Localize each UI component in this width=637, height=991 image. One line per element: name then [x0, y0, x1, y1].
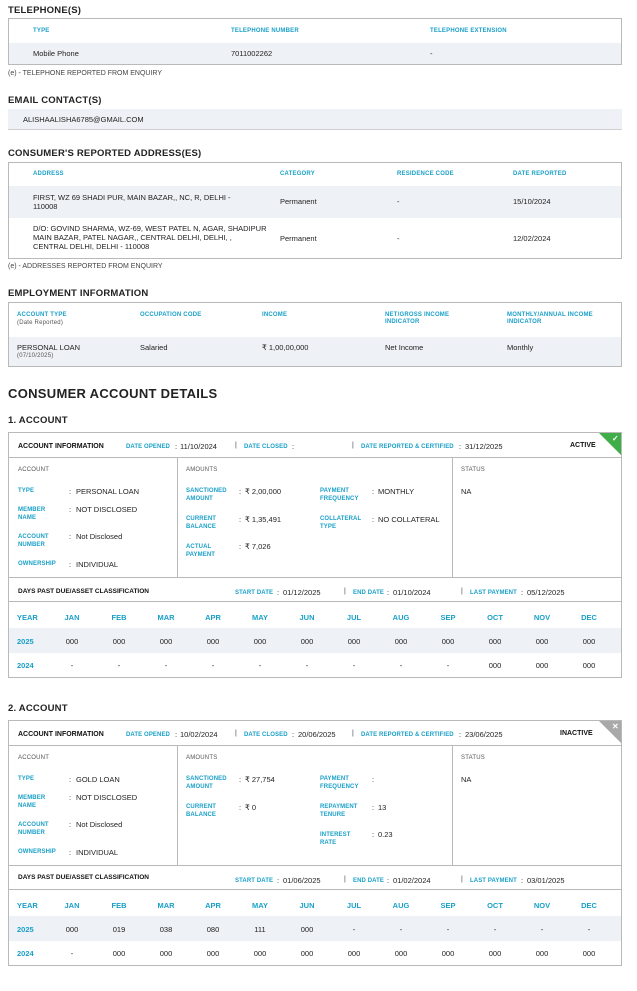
emails-title: EMAIL CONTACT(S) — [8, 95, 102, 106]
col-telephone-extension: TELEPHONE EXTENSION — [430, 28, 507, 34]
dpd-cell: 000 — [488, 661, 502, 670]
date-closed-label: DATE CLOSED — [244, 444, 288, 450]
account-number-value: Not Disclosed — [76, 532, 123, 541]
amounts-section-label: AMOUNTS — [186, 755, 218, 761]
account-number-value: Not Disclosed — [76, 820, 123, 829]
address-2: D/O: GOVIND SHARMA, WZ-69, WEST PATEL N, AGAR, SHADIPUR MAIN BAZAR, PATEL NAGAR,, CENTRAL DELHI, DELHI, , CENTRAL DELHI, DELHI - 110008 — [33, 224, 267, 251]
telephones-note: (e) - TELEPHONE REPORTED FROM ENQUIRY — [8, 70, 163, 77]
sanctioned-amount-colon: : — [239, 487, 242, 496]
type-colon: : — [69, 775, 72, 784]
type-label: TYPE — [18, 776, 35, 782]
employment-type: PERSONAL LOAN — [17, 343, 81, 352]
dpd-cell: 000 — [441, 637, 455, 646]
account-section-label: ACCOUNT — [18, 467, 50, 473]
dpd-cell: 000 — [488, 637, 502, 646]
ownership-label: OWNERSHIP — [18, 849, 56, 855]
dpd-cell: 000 — [535, 949, 549, 958]
date-opened-value: 10/02/2024 — [180, 730, 218, 739]
end-date-colon: : — [387, 876, 390, 885]
account-1-card — [8, 432, 622, 678]
account-section-label: ACCOUNT — [18, 755, 50, 761]
dpd-cell: - — [258, 661, 262, 670]
account-number-colon: : — [69, 820, 72, 829]
date-opened-label: DATE OPENED — [126, 732, 170, 738]
payment-frequency-label: PAYMENT FREQUENCY — [320, 776, 359, 790]
dpd-year: 2025 — [17, 925, 34, 934]
employment-date: (07/10/2025) — [17, 353, 54, 359]
address-1-residence: - — [397, 197, 400, 206]
col-residence-code: RESIDENCE CODE — [397, 171, 454, 177]
dpd-cell: 000 — [65, 637, 79, 646]
account-1-heading: 1. ACCOUNT — [8, 415, 68, 426]
end-date-label: END DATE — [353, 590, 385, 596]
month-header-feb: FEB — [111, 901, 127, 910]
date-opened-value: 11/10/2024 — [180, 442, 217, 451]
dpd-cell: - — [446, 925, 450, 934]
date-reported-label: DATE REPORTED & CERTIFIED — [361, 444, 454, 450]
divider: | — [344, 876, 346, 883]
month-header-jan: JAN — [64, 613, 80, 622]
address-2-residence: - — [397, 234, 400, 243]
month-header-nov: NOV — [533, 613, 551, 622]
dpd-cell: 000 — [253, 637, 267, 646]
col-account-type: ACCOUNT TYPE — [17, 312, 67, 318]
month-header-jul: JUL — [346, 901, 362, 910]
month-header-may: MAY — [252, 613, 268, 622]
month-header-mar: MAR — [157, 613, 175, 622]
last-payment-colon: : — [521, 876, 524, 885]
check-icon: ✓ — [612, 434, 619, 443]
date-closed-value: 20/06/2025 — [298, 730, 336, 739]
start-date-value: 01/06/2025 — [283, 876, 321, 885]
date-opened-label: DATE OPENED — [126, 444, 170, 450]
date-opened-colon: : — [175, 730, 178, 739]
month-header-sep: SEP — [440, 901, 456, 910]
repayment-tenure-label: REPAYMENT TENURE — [320, 804, 358, 818]
start-date-value: 01/12/2025 — [283, 588, 321, 597]
sanctioned-amount-label: SANCTIONED AMOUNT — [186, 776, 227, 790]
ownership-colon: : — [69, 848, 72, 857]
date-closed-colon: : — [292, 442, 295, 451]
end-date-value: 01/02/2024 — [393, 876, 431, 885]
ownership-label: OWNERSHIP — [18, 561, 56, 567]
current-balance-value: ₹ 1,35,491 — [245, 515, 282, 524]
current-balance-colon: : — [239, 803, 242, 812]
month-header-nov: NOV — [533, 901, 551, 910]
current-balance-value: ₹ 0 — [245, 803, 257, 812]
dpd-year: 2024 — [17, 949, 34, 958]
dpd-cell: - — [352, 925, 356, 934]
addresses-note: (e) - ADDRESSES REPORTED FROM ENQUIRY — [8, 263, 163, 270]
account-info-label: ACCOUNT INFORMATION — [18, 731, 104, 738]
dpd-cell: - — [446, 661, 450, 670]
current-balance-colon: : — [239, 515, 242, 524]
col-net-gross: NET/GROSS INCOME INDICATOR — [385, 312, 450, 325]
month-header-oct: OCT — [487, 613, 503, 622]
date-reported-label: DATE REPORTED & CERTIFIED — [361, 732, 454, 738]
payment-frequency-label: PAYMENT FREQUENCY — [320, 488, 359, 502]
collateral-type-value: NO COLLATERAL — [378, 515, 440, 524]
payment-frequency-value: MONTHLY — [378, 487, 415, 496]
last-payment-value: 03/01/2025 — [527, 876, 565, 885]
dpd-cell: - — [352, 661, 356, 670]
dpd-cell: 000 — [347, 949, 361, 958]
dpd-cell: - — [164, 661, 168, 670]
dpd-cell: 000 — [112, 637, 126, 646]
sanctioned-amount-label: SANCTIONED AMOUNT — [186, 488, 227, 502]
divider: | — [461, 876, 463, 883]
interest-rate-colon: : — [372, 830, 375, 839]
type-value: GOLD LOAN — [76, 775, 120, 784]
member-name-label: MEMBER NAME — [18, 795, 46, 809]
email-value: ALISHAALISHA6785@GMAIL.COM — [23, 115, 144, 124]
month-header-jun: JUN — [299, 613, 315, 622]
date-closed-colon: : — [292, 730, 295, 739]
address-2-date: 12/02/2024 — [513, 234, 551, 243]
month-header-aug: AUG — [392, 613, 410, 622]
employment-table — [8, 302, 622, 367]
account-2-card — [8, 720, 622, 966]
divider: | — [352, 730, 354, 737]
phone-type: Mobile Phone — [33, 49, 79, 58]
telephones-title: TELEPHONE(S) — [8, 5, 82, 16]
payment-frequency-colon: : — [372, 775, 375, 784]
date-closed-label: DATE CLOSED — [244, 732, 288, 738]
month-header-jan: JAN — [64, 901, 80, 910]
type-colon: : — [69, 487, 72, 496]
start-date-label: START DATE — [235, 878, 274, 884]
dpd-cell: 000 — [347, 637, 361, 646]
dpd-cell: 000 — [300, 949, 314, 958]
dpd-cell: 019 — [112, 925, 126, 934]
dpd-cell: 000 — [206, 949, 220, 958]
divider: | — [235, 442, 237, 449]
month-header-may: MAY — [252, 901, 268, 910]
current-balance-label: CURRENT BALANCE — [186, 804, 217, 818]
last-payment-colon: : — [521, 588, 524, 597]
dpd-title: DAYS PAST DUE/ASSET CLASSIFICATION — [18, 874, 149, 881]
last-payment-label: LAST PAYMENT — [470, 590, 517, 596]
date-reported-colon: : — [459, 730, 462, 739]
actual-payment-label: ACTUAL PAYMENT — [186, 544, 216, 558]
interest-rate-label: INTEREST RATE — [320, 832, 351, 846]
month-header-oct: OCT — [487, 901, 503, 910]
cross-icon: ✕ — [612, 722, 619, 731]
address-1-date: 15/10/2024 — [513, 197, 551, 206]
divider: | — [352, 442, 354, 449]
col-category: CATEGORY — [280, 171, 315, 177]
dpd-cell: - — [540, 925, 544, 934]
actual-payment-colon: : — [239, 542, 242, 551]
employment-monthly-annual: Monthly — [507, 343, 534, 352]
type-label: TYPE — [18, 488, 35, 494]
telephones-table — [8, 18, 622, 65]
dpd-title: DAYS PAST DUE/ASSET CLASSIFICATION — [18, 588, 149, 595]
type-value: PERSONAL LOAN — [76, 487, 140, 496]
status-section-label: STATUS — [461, 467, 485, 473]
dpd-cell: 000 — [159, 637, 173, 646]
member-name-label: MEMBER NAME — [18, 507, 46, 521]
col-date-reported-sub: (Date Reported) — [17, 320, 64, 326]
dpd-cell: 000 — [112, 949, 126, 958]
month-header-dec: DEC — [581, 901, 597, 910]
month-header-year: YEAR — [17, 613, 38, 622]
dpd-cell: 111 — [254, 925, 266, 934]
dpd-cell: 000 — [582, 637, 596, 646]
last-payment-label: LAST PAYMENT — [470, 878, 517, 884]
dpd-cell: 000 — [253, 949, 267, 958]
col-date-reported: DATE REPORTED — [513, 171, 567, 177]
date-opened-colon: : — [175, 442, 178, 451]
payment-frequency-colon: : — [372, 487, 375, 496]
month-header-dec: DEC — [581, 613, 597, 622]
status-value: NA — [461, 775, 472, 784]
dpd-cell: - — [70, 949, 74, 958]
dpd-cell: 000 — [300, 637, 314, 646]
sanctioned-amount-value: ₹ 2,00,000 — [245, 487, 282, 496]
month-header-year: YEAR — [17, 901, 38, 910]
dpd-cell: - — [587, 925, 591, 934]
dpd-cell: - — [211, 661, 215, 670]
divider: | — [235, 730, 237, 737]
account-number-label: ACCOUNT NUMBER — [18, 534, 49, 548]
address-1-category: Permanent — [280, 197, 317, 206]
member-name-value: NOT DISCLOSED — [76, 793, 138, 802]
dpd-cell: 000 — [441, 949, 455, 958]
dpd-year: 2025 — [17, 637, 34, 646]
month-header-apr: APR — [205, 613, 221, 622]
dpd-cell: 000 — [582, 661, 596, 670]
dpd-cell: - — [493, 925, 497, 934]
last-payment-value: 05/12/2025 — [527, 588, 565, 597]
dpd-cell: 000 — [206, 637, 220, 646]
ownership-colon: : — [69, 560, 72, 569]
dpd-cell: 000 — [394, 949, 408, 958]
collateral-type-label: COLLATERAL TYPE — [320, 516, 362, 530]
account-state-badge: ACTIVE — [570, 442, 596, 449]
month-header-mar: MAR — [157, 901, 175, 910]
month-header-jun: JUN — [299, 901, 315, 910]
repayment-tenure-colon: : — [372, 803, 375, 812]
end-date-colon: : — [387, 588, 390, 597]
account-info-label: ACCOUNT INFORMATION — [18, 443, 104, 450]
start-date-label: START DATE — [235, 590, 274, 596]
col-occupation: OCCUPATION CODE — [140, 312, 202, 318]
employment-occupation: Salaried — [140, 343, 168, 352]
date-reported-value: 31/12/2025 — [465, 442, 503, 451]
address-2-category: Permanent — [280, 234, 317, 243]
employment-income: ₹ 1,00,00,000 — [262, 343, 309, 352]
dpd-cell: - — [305, 661, 309, 670]
dpd-cell: 000 — [300, 925, 314, 934]
ownership-value: INDIVIDUAL — [76, 848, 119, 857]
account-number-label: ACCOUNT NUMBER — [18, 822, 49, 836]
phone-number: 7011002262 — [231, 49, 273, 58]
month-header-sep: SEP — [440, 613, 456, 622]
collateral-type-colon: : — [372, 515, 375, 524]
dpd-cell: 000 — [582, 949, 596, 958]
amounts-section-label: AMOUNTS — [186, 467, 218, 473]
repayment-tenure-value: 13 — [378, 803, 387, 812]
actual-payment-value: ₹ 7,026 — [245, 542, 271, 551]
end-date-label: END DATE — [353, 878, 385, 884]
account-2-heading: 2. ACCOUNT — [8, 703, 68, 714]
dpd-cell: 000 — [535, 637, 549, 646]
address-1: FIRST, WZ 69 SHADI PUR, MAIN BAZAR,, NC, R, DELHI - 110008 — [33, 193, 231, 211]
member-name-colon: : — [69, 505, 72, 514]
current-balance-label: CURRENT BALANCE — [186, 516, 217, 530]
divider: | — [461, 588, 463, 595]
addresses-title: CONSUMER'S REPORTED ADDRESS(ES) — [8, 148, 202, 159]
month-header-feb: FEB — [111, 613, 127, 622]
dpd-cell: 000 — [159, 949, 173, 958]
dpd-cell: 080 — [206, 925, 220, 934]
account-state-badge: INACTIVE — [560, 730, 593, 737]
ownership-value: INDIVIDUAL — [76, 560, 119, 569]
dpd-cell: - — [399, 925, 403, 934]
col-type: TYPE — [33, 28, 50, 34]
member-name-colon: : — [69, 793, 72, 802]
sanctioned-amount-colon: : — [239, 775, 242, 784]
month-header-apr: APR — [205, 901, 221, 910]
col-monthly-annual: MONTHLY/ANNUAL INCOME INDICATOR — [507, 312, 593, 325]
start-date-colon: : — [277, 876, 280, 885]
dpd-cell: 000 — [394, 637, 408, 646]
dpd-cell: 000 — [65, 925, 79, 934]
account-number-colon: : — [69, 532, 72, 541]
dpd-cell: - — [399, 661, 403, 670]
employment-title: EMPLOYMENT INFORMATION — [8, 288, 149, 299]
dpd-cell: - — [117, 661, 121, 670]
month-header-aug: AUG — [392, 901, 410, 910]
col-income: INCOME — [262, 312, 288, 318]
addresses-table — [8, 162, 622, 259]
status-section-label: STATUS — [461, 755, 485, 761]
sanctioned-amount-value: ₹ 27,754 — [245, 775, 275, 784]
dpd-cell: 038 — [159, 925, 173, 934]
interest-rate-value: 0.23 — [378, 830, 393, 839]
status-value: NA — [461, 487, 472, 496]
dpd-cell: 000 — [488, 949, 502, 958]
employment-net-gross: Net Income — [385, 343, 424, 352]
start-date-colon: : — [277, 588, 280, 597]
col-telephone-number: TELEPHONE NUMBER — [231, 28, 299, 34]
date-reported-colon: : — [459, 442, 462, 451]
phone-extension: - — [430, 49, 433, 58]
divider: | — [344, 588, 346, 595]
end-date-value: 01/10/2024 — [393, 588, 431, 597]
member-name-value: NOT DISCLOSED — [76, 505, 138, 514]
dpd-year: 2024 — [17, 661, 34, 670]
col-address: ADDRESS — [33, 171, 64, 177]
dpd-cell: 000 — [535, 661, 549, 670]
dpd-cell: - — [70, 661, 74, 670]
month-header-jul: JUL — [346, 613, 362, 622]
date-reported-value: 23/06/2025 — [465, 730, 503, 739]
account-details-title: CONSUMER ACCOUNT DETAILS — [8, 386, 218, 401]
